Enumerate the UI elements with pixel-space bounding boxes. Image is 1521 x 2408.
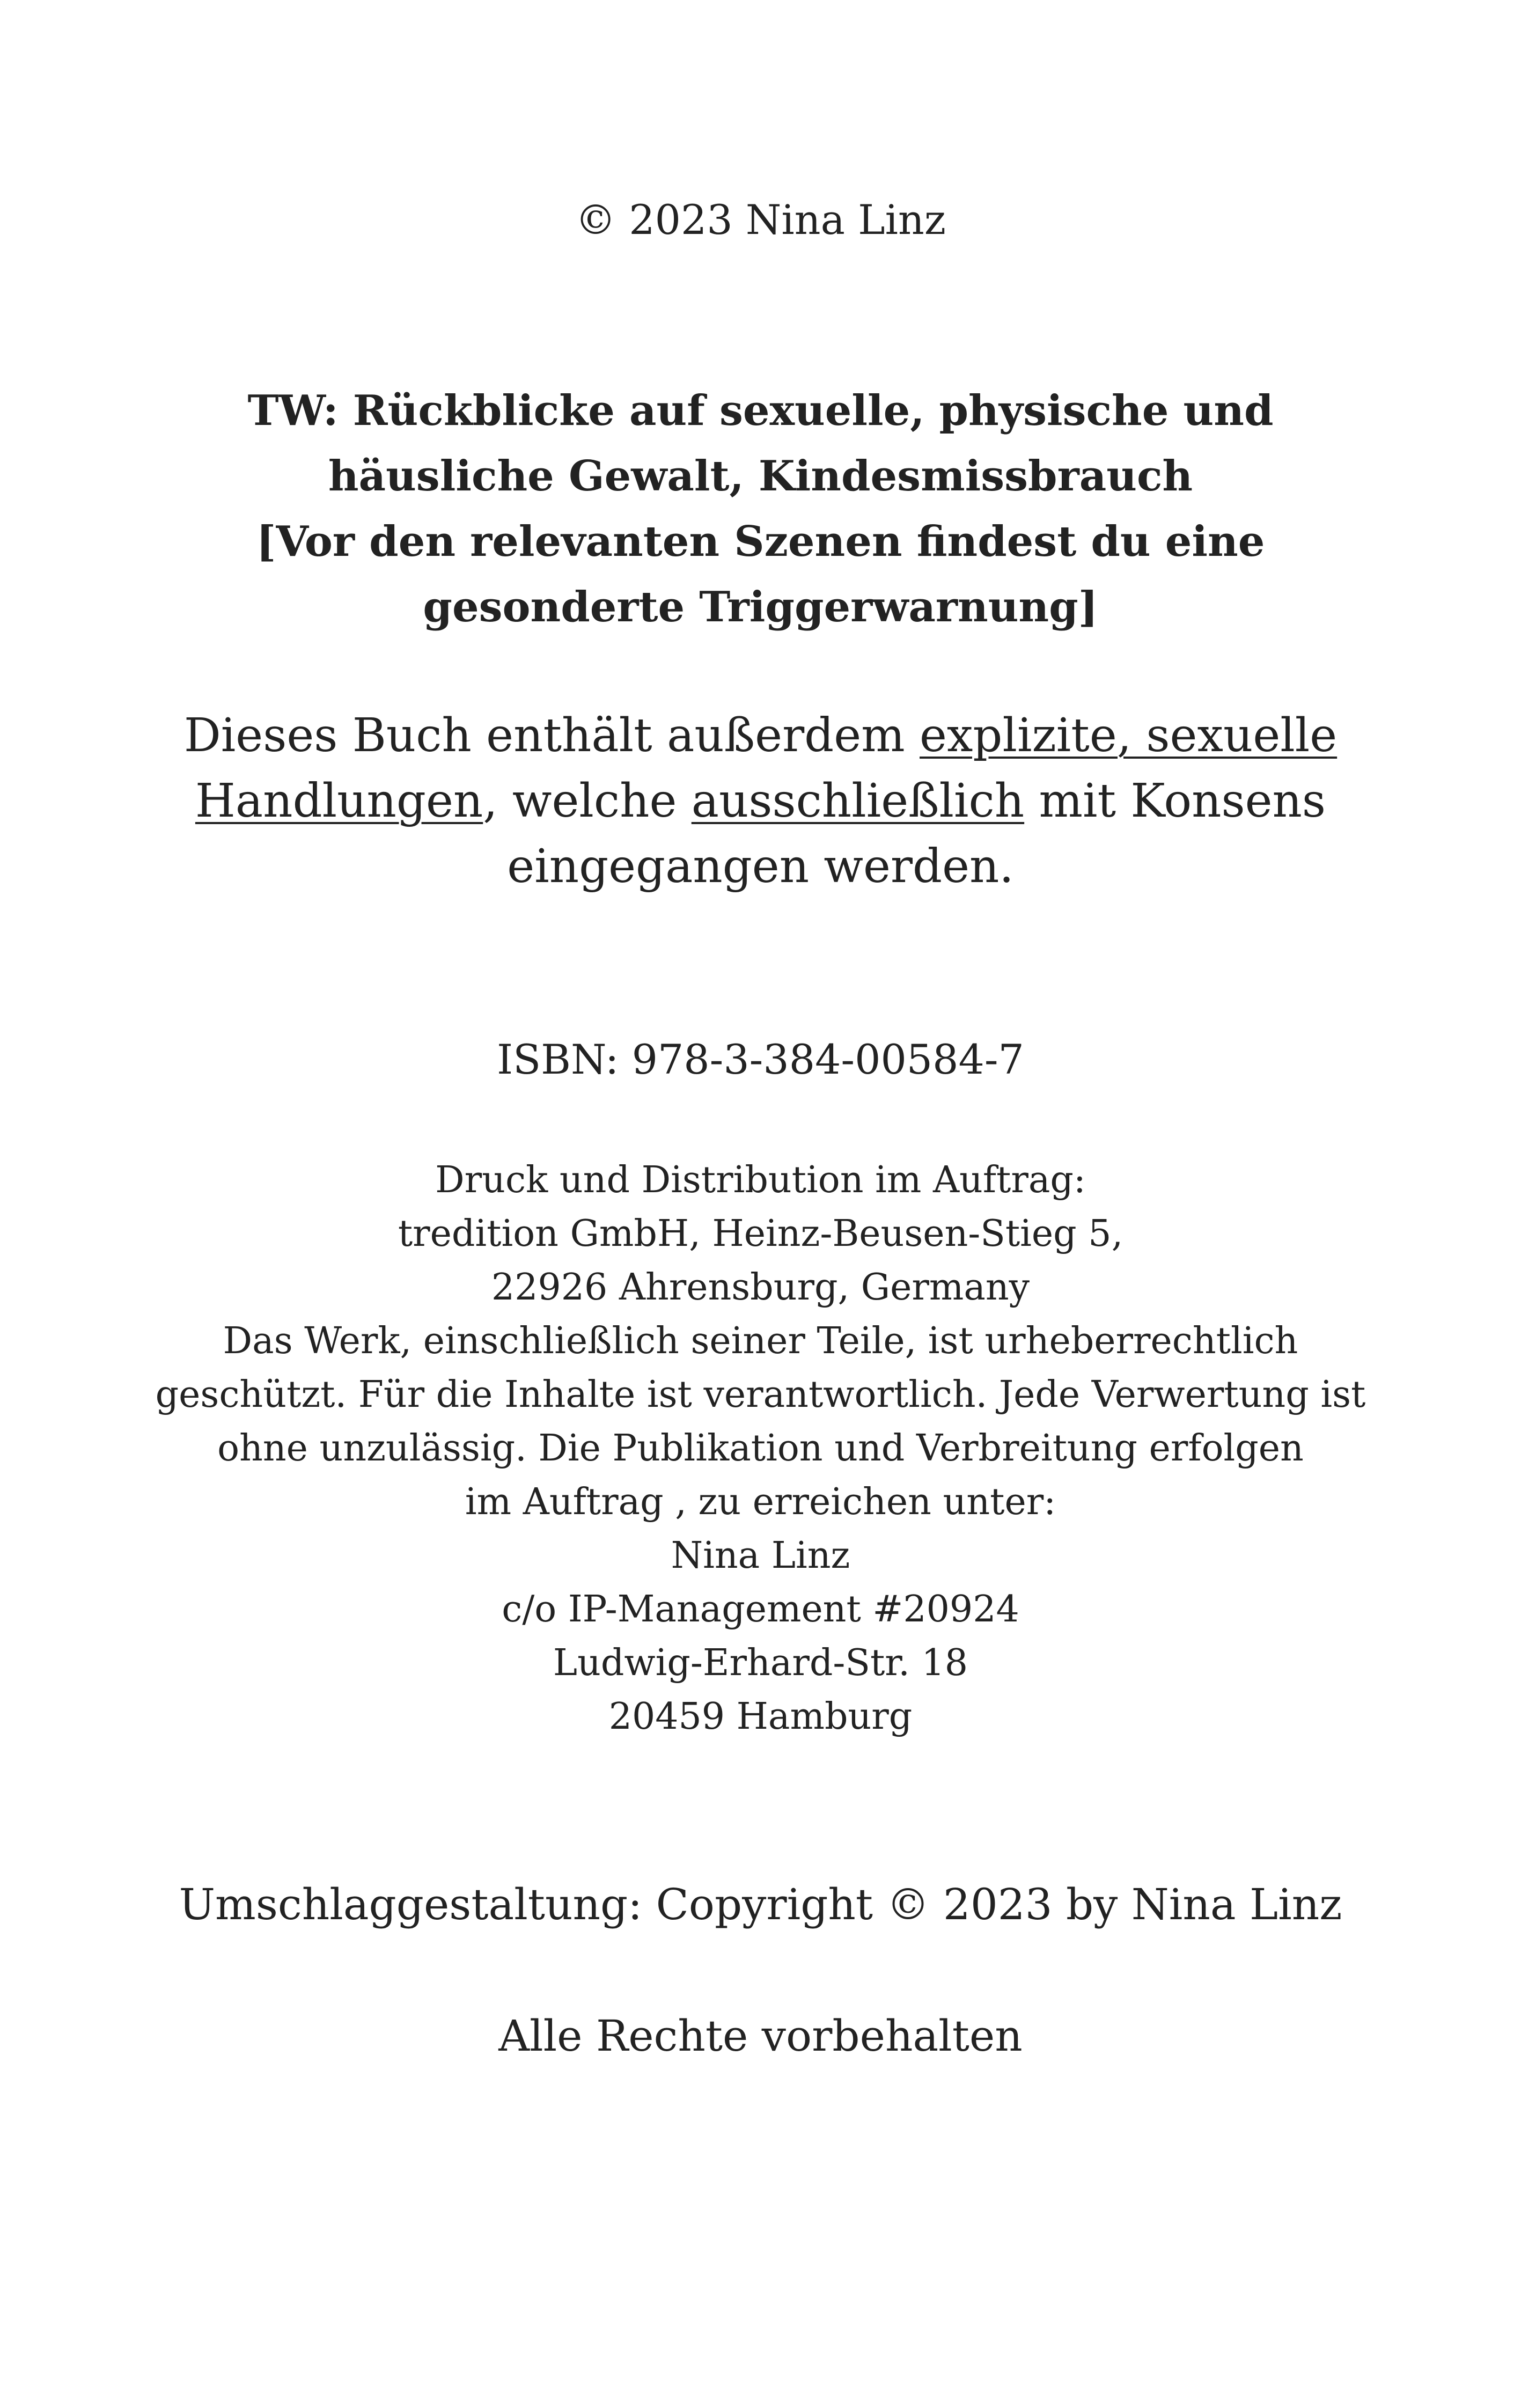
imprint-line-1: Druck und Distribution im Auftrag: [435, 1159, 1086, 1201]
explicit-notice-underlined: explizite, sexuelle [920, 709, 1338, 762]
trigger-warning-line-3: [Vor den relevanten Szenen findest du eine [256, 517, 1265, 566]
copyright-line: © 2023 Nina Linz [575, 196, 946, 244]
trigger-warning-line-2: häusliche Gewalt, Kindesmissbrauch [328, 452, 1193, 501]
explicit-notice-line-1 [0, 703, 1521, 768]
explicit-notice-line-2 [0, 768, 1521, 834]
explicit-notice-text: Dieses Buch enthält außerdem [183, 709, 920, 762]
imprint-line-5: geschützt. Für die Inhalte ist verantwortlich. Jede Verwertung ist [155, 1374, 1366, 1416]
imprint-line-6: ohne unzulässig. Die Publikation und Verbreitung erfolgen [217, 1427, 1304, 1470]
imprint-line-4: Das Werk, einschließlich seiner Teile, ist urheberrechtlich [223, 1320, 1298, 1362]
trigger-warning-line-4: gesonderte Triggerwarnung] [423, 583, 1098, 632]
explicit-notice-text: mit Konsens [1024, 774, 1326, 828]
imprint-line-2: tredition GmbH, Heinz-Beusen-Stieg 5, [398, 1213, 1123, 1255]
explicit-notice-text: , welche [483, 774, 692, 828]
imprint-line-9: c/o IP-Management #20924 [502, 1588, 1019, 1631]
trigger-warning-line-1: TW: Rückblicke auf sexuelle, physische und [247, 386, 1274, 435]
imprint-line-8: Nina Linz [671, 1535, 850, 1577]
explicit-notice-line-3: eingegangen werden. [507, 840, 1014, 893]
cover-credit: Umschlaggestaltung: Copyright © 2023 by Nina Linz [179, 1880, 1342, 1929]
rights-notice: Alle Rechte vorbehalten [498, 2011, 1023, 2061]
imprint-line-11: 20459 Hamburg [608, 1695, 913, 1738]
explicit-notice-underlined: Handlungen [195, 774, 483, 828]
explicit-notice-underlined: ausschließlich [691, 774, 1025, 828]
imprint-line-7: im Auftrag , zu erreichen unter: [465, 1481, 1056, 1523]
imprint-line-3: 22926 Ahrensburg, Germany [491, 1266, 1030, 1309]
imprint-line-10: Ludwig-Erhard-Str. 18 [553, 1642, 968, 1684]
isbn-line: ISBN: 978-3-384-00584-7 [497, 1036, 1024, 1083]
